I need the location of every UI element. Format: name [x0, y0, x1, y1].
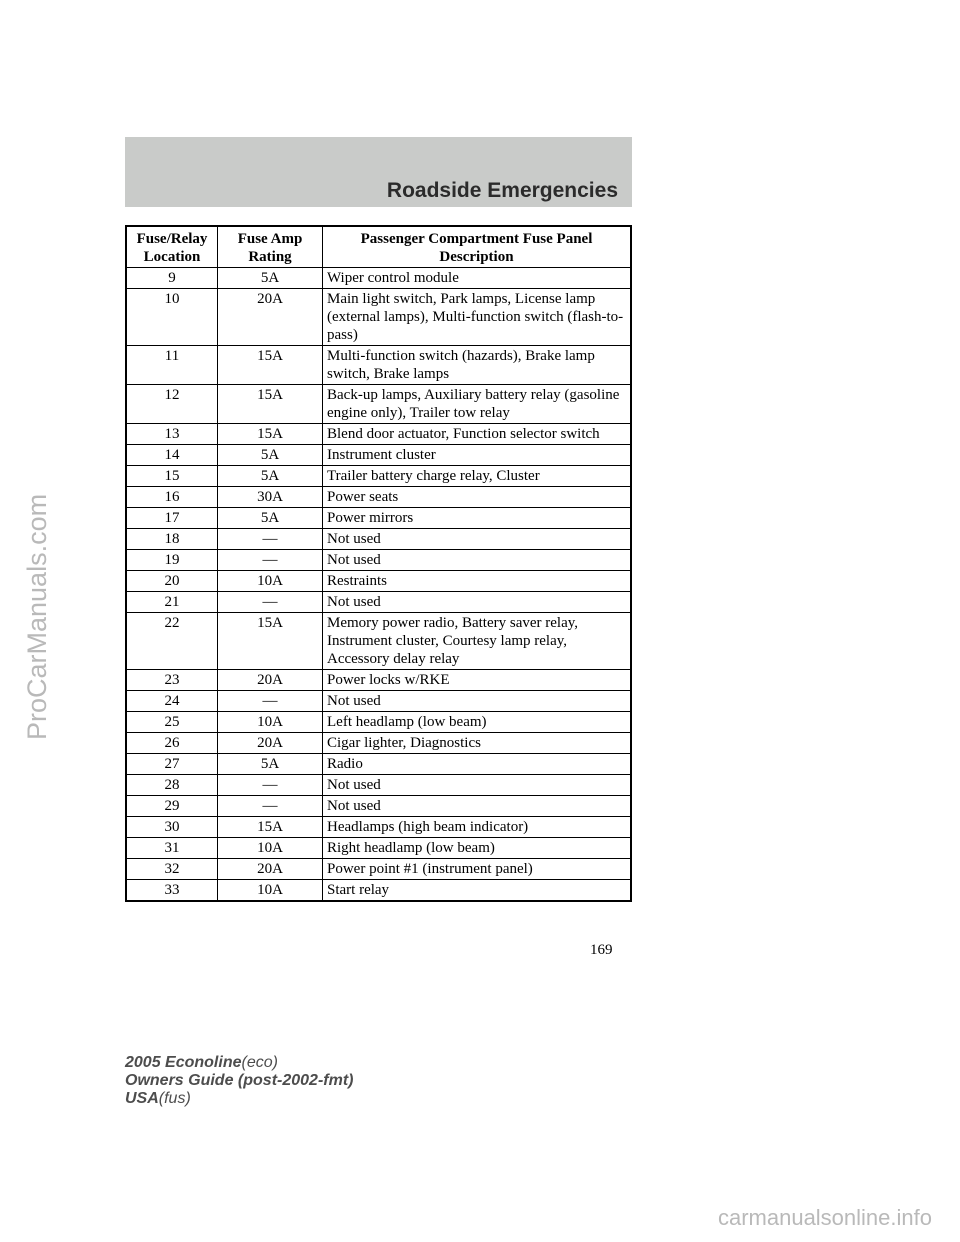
fuse-location-cell: 28	[126, 775, 218, 796]
table-row	[126, 775, 631, 796]
fuse-description-cell: Not used	[323, 775, 632, 796]
fuse-location-cell: 33	[126, 880, 218, 902]
footer-line-market	[125, 1090, 353, 1108]
fuse-description-cell: Multi-function switch (hazards), Brake lamp switch, Brake lamps	[323, 346, 632, 385]
table-row	[126, 817, 631, 838]
table-row	[126, 289, 631, 346]
fuse-location-cell: 12	[126, 385, 218, 424]
table-row	[126, 268, 631, 289]
fuse-description-cell: Power mirrors	[323, 508, 632, 529]
table-row	[126, 859, 631, 880]
table-row	[126, 670, 631, 691]
fuse-description-cell: Blend door actuator, Function selector switch	[323, 424, 632, 445]
fuse-rating-cell: 15A	[218, 385, 323, 424]
watermark-procarmanuals: ProCarManuals.com	[22, 493, 52, 740]
fuse-location-cell: 14	[126, 445, 218, 466]
fuse-location-cell: 15	[126, 466, 218, 487]
page-number: 169	[590, 942, 613, 958]
footer-market: USA	[125, 1090, 159, 1107]
fuse-rating-cell: 10A	[218, 712, 323, 733]
fuse-location-cell: 18	[126, 529, 218, 550]
table-row	[126, 466, 631, 487]
fuse-location-cell: 26	[126, 733, 218, 754]
fuse-description-cell: Radio	[323, 754, 632, 775]
section-title: Roadside Emergencies	[386, 179, 618, 202]
fuse-description-cell: Restraints	[323, 571, 632, 592]
fuse-rating-cell: 5A	[218, 466, 323, 487]
fuse-location-cell: 25	[126, 712, 218, 733]
table-row	[126, 487, 631, 508]
footer-model-code: (eco)	[241, 1054, 278, 1071]
fuse-description-cell: Wiper control module	[323, 268, 632, 289]
watermark-carmanualsonline: carmanualsonline.info	[717, 1205, 932, 1230]
table-header-row	[126, 226, 631, 268]
fuse-location-cell: 24	[126, 691, 218, 712]
fuse-location-cell: 13	[126, 424, 218, 445]
fuse-rating-cell: —	[218, 592, 323, 613]
fuse-rating-cell: 5A	[218, 268, 323, 289]
fuse-description-cell: Not used	[323, 529, 632, 550]
fuse-description-cell: Power point #1 (instrument panel)	[323, 859, 632, 880]
fuse-rating-cell: —	[218, 775, 323, 796]
fuse-rating-cell: —	[218, 691, 323, 712]
fuse-description-cell: Not used	[323, 796, 632, 817]
fuse-rating-cell: 15A	[218, 424, 323, 445]
footer-line-model	[125, 1054, 353, 1072]
fuse-rating-cell: 15A	[218, 613, 323, 670]
fuse-location-cell: 19	[126, 550, 218, 571]
fuse-rating-cell: —	[218, 796, 323, 817]
fuse-description-cell: Not used	[323, 550, 632, 571]
fuse-rating-cell: —	[218, 550, 323, 571]
fuse-description-cell: Left headlamp (low beam)	[323, 712, 632, 733]
fuse-description-cell: Back-up lamps, Auxiliary battery relay (gasoline engine only), Trailer tow relay	[323, 385, 632, 424]
fuse-description-cell: Instrument cluster	[323, 445, 632, 466]
fuse-rating-cell: 5A	[218, 445, 323, 466]
table-row	[126, 796, 631, 817]
fuse-rating-cell: 10A	[218, 571, 323, 592]
fuse-description-cell: Not used	[323, 592, 632, 613]
fuse-rating-cell: 20A	[218, 289, 323, 346]
fuse-location-cell: 21	[126, 592, 218, 613]
table-row	[126, 880, 631, 902]
column-header-rating: Fuse Amp Rating	[218, 226, 323, 268]
fuse-rating-cell: 15A	[218, 817, 323, 838]
fuse-description-cell: Not used	[323, 691, 632, 712]
table-row	[126, 754, 631, 775]
fuse-location-cell: 11	[126, 346, 218, 385]
fuse-location-cell: 16	[126, 487, 218, 508]
fuse-description-cell: Start relay	[323, 880, 632, 902]
table-row	[126, 838, 631, 859]
fuse-location-cell: 30	[126, 817, 218, 838]
table-row	[126, 346, 631, 385]
fuse-location-cell: 17	[126, 508, 218, 529]
fuse-description-cell: Power seats	[323, 487, 632, 508]
fuse-description-cell: Memory power radio, Battery saver relay, Instrument cluster, Courtesy lamp relay, Accessory delay relay	[323, 613, 632, 670]
table-row	[126, 691, 631, 712]
table-row	[126, 424, 631, 445]
fuse-location-cell: 32	[126, 859, 218, 880]
table-row	[126, 733, 631, 754]
table-row	[126, 550, 631, 571]
footer-line-guide	[125, 1072, 353, 1090]
fuse-rating-cell: 20A	[218, 670, 323, 691]
fuse-location-cell: 23	[126, 670, 218, 691]
fuse-location-cell: 20	[126, 571, 218, 592]
fuse-description-cell: Right headlamp (low beam)	[323, 838, 632, 859]
table-row	[126, 508, 631, 529]
fuse-table	[125, 225, 632, 902]
table-row	[126, 445, 631, 466]
fuse-rating-cell: 10A	[218, 838, 323, 859]
fuse-location-cell: 27	[126, 754, 218, 775]
fuse-location-cell: 29	[126, 796, 218, 817]
fuse-description-cell: Power locks w/RKE	[323, 670, 632, 691]
table-row	[126, 529, 631, 550]
fuse-rating-cell: 10A	[218, 880, 323, 902]
fuse-rating-cell: 15A	[218, 346, 323, 385]
document-footer	[125, 1054, 353, 1108]
column-header-description: Passenger Compartment Fuse Panel Description	[323, 226, 632, 268]
section-header-band	[125, 137, 632, 207]
footer-guide: Owners Guide (post-2002-fmt)	[125, 1072, 354, 1089]
fuse-rating-cell: 30A	[218, 487, 323, 508]
footer-market-code: (fus)	[158, 1090, 191, 1107]
fuse-description-cell: Headlamps (high beam indicator)	[323, 817, 632, 838]
footer-model: 2005 Econoline	[125, 1054, 242, 1071]
fuse-location-cell: 10	[126, 289, 218, 346]
fuse-rating-cell: 20A	[218, 733, 323, 754]
fuse-description-cell: Main light switch, Park lamps, License lamp (external lamps), Multi-function switch (flash-to-pass)	[323, 289, 632, 346]
fuse-rating-cell: —	[218, 529, 323, 550]
fuse-rating-cell: 5A	[218, 508, 323, 529]
column-header-location: Fuse/Relay Location	[126, 226, 218, 268]
table-body	[126, 268, 631, 902]
table-row	[126, 592, 631, 613]
fuse-location-cell: 31	[126, 838, 218, 859]
fuse-location-cell: 22	[126, 613, 218, 670]
table-row	[126, 613, 631, 670]
fuse-location-cell: 9	[126, 268, 218, 289]
fuse-description-cell: Trailer battery charge relay, Cluster	[323, 466, 632, 487]
fuse-description-cell: Cigar lighter, Diagnostics	[323, 733, 632, 754]
table-row	[126, 385, 631, 424]
fuse-rating-cell: 5A	[218, 754, 323, 775]
table-row	[126, 571, 631, 592]
fuse-rating-cell: 20A	[218, 859, 323, 880]
table-row	[126, 712, 631, 733]
